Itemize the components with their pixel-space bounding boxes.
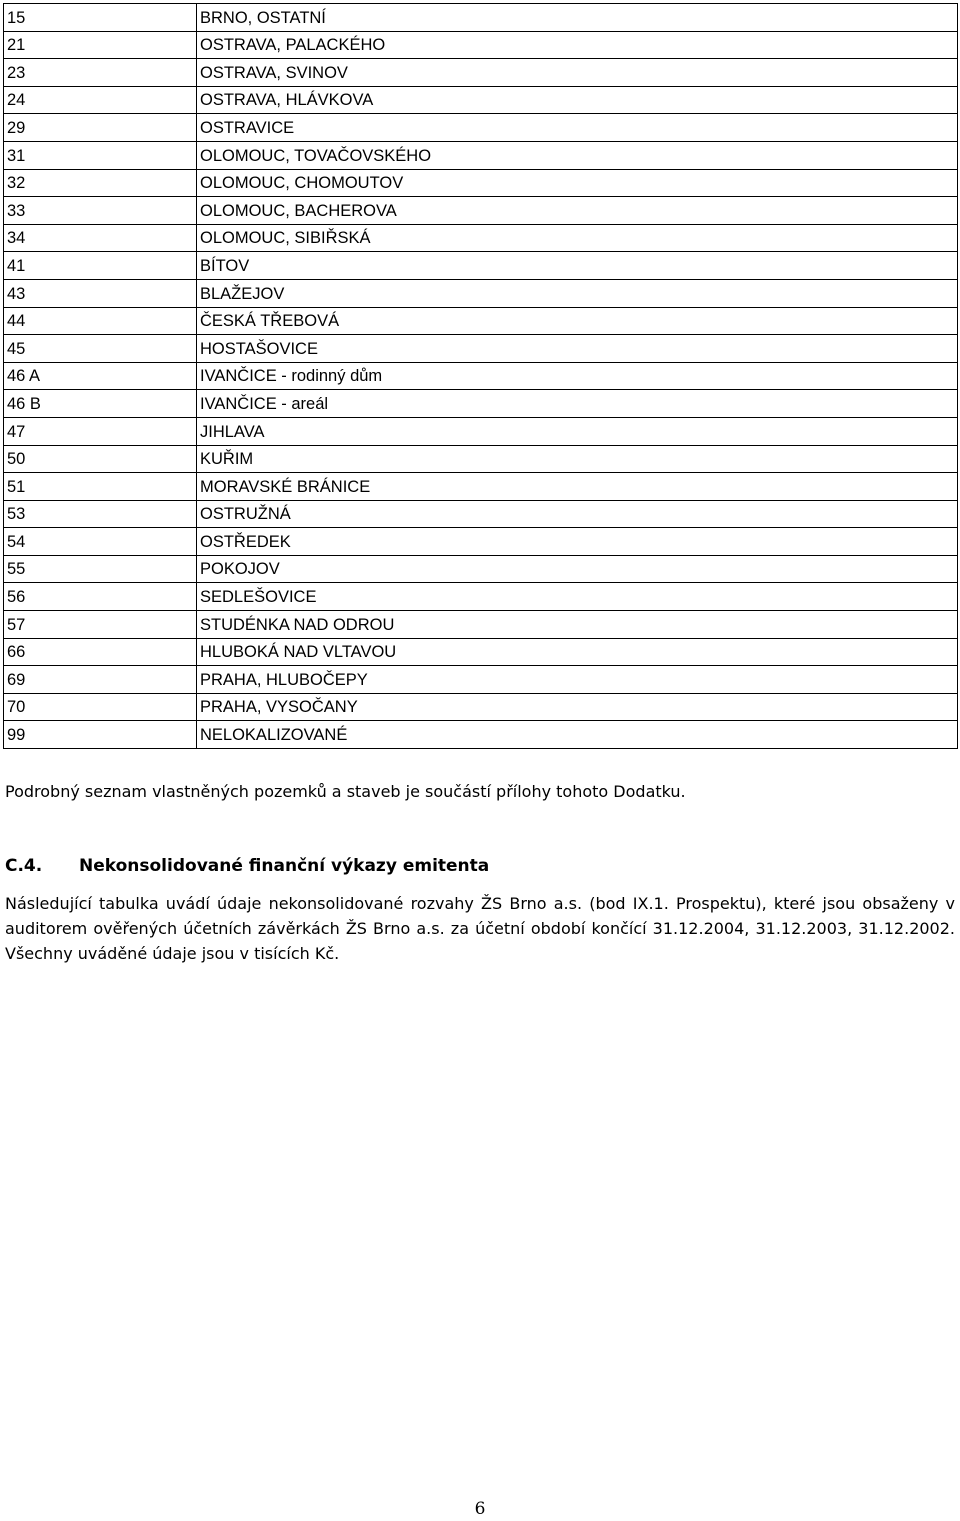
site-table — [3, 3, 958, 749]
table-row — [4, 417, 958, 445]
site-name-cell: PRAHA, HLUBOČEPY — [197, 666, 958, 694]
site-name-cell: IVANČICE - rodinný dům — [197, 362, 958, 390]
site-name-cell: STUDÉNKA NAD ODROU — [197, 611, 958, 639]
site-name-cell: JIHLAVA — [197, 417, 958, 445]
site-name-cell: BRNO, OSTATNÍ — [197, 4, 958, 32]
site-name-cell: NELOKALIZOVANÉ — [197, 721, 958, 749]
site-code-cell: 51 — [4, 473, 197, 501]
site-name-cell: OSTRAVA, PALACKÉHO — [197, 31, 958, 59]
site-code-cell: 45 — [4, 335, 197, 363]
section-number: C.4. — [5, 856, 43, 876]
table-row — [4, 141, 958, 169]
site-code-cell: 46 A — [4, 362, 197, 390]
table-row — [4, 279, 958, 307]
site-name-cell: ČESKÁ TŘEBOVÁ — [197, 307, 958, 335]
table-row — [4, 555, 958, 583]
site-name-cell: OLOMOUC, SIBIŘSKÁ — [197, 224, 958, 252]
site-code-cell: 43 — [4, 279, 197, 307]
site-code-cell: 54 — [4, 528, 197, 556]
site-name-cell: OLOMOUC, CHOMOUTOV — [197, 169, 958, 197]
site-name-cell: OLOMOUC, BACHEROVA — [197, 197, 958, 225]
site-name-cell: OSTRAVA, HLÁVKOVA — [197, 86, 958, 114]
table-row — [4, 473, 958, 501]
site-name-cell: POKOJOV — [197, 555, 958, 583]
site-name-cell: OLOMOUC, TOVAČOVSKÉHO — [197, 141, 958, 169]
site-code-cell: 47 — [4, 417, 197, 445]
site-table-body — [4, 4, 958, 749]
table-row — [4, 252, 958, 280]
intro-paragraph: Následující tabulka uvádí údaje nekonsolidované rozvahy ŽS Brno a.s. (bod IX.1. Prospektu), které jsou obsaženy v auditorem ověřených účetních závěrkách ŽS Brno a.s. za účetní období končící 31.12.2004, 31.12.2003, 31.12.2002. Všechny uváděné údaje jsou v tisících Kč. — [5, 894, 955, 963]
table-row — [4, 362, 958, 390]
site-code-cell: 23 — [4, 59, 197, 87]
site-code-cell: 66 — [4, 638, 197, 666]
table-row — [4, 4, 958, 32]
table-row — [4, 583, 958, 611]
site-name-cell: MORAVSKÉ BRÁNICE — [197, 473, 958, 501]
site-name-cell: OSTRUŽNÁ — [197, 500, 958, 528]
table-row — [4, 500, 958, 528]
site-name-cell: SEDLEŠOVICE — [197, 583, 958, 611]
site-name-cell: OSTRAVICE — [197, 114, 958, 142]
table-row — [4, 611, 958, 639]
site-code-cell: 15 — [4, 4, 197, 32]
site-code-cell: 31 — [4, 141, 197, 169]
site-name-cell: PRAHA, VYSOČANY — [197, 693, 958, 721]
table-row — [4, 390, 958, 418]
table-row — [4, 721, 958, 749]
table-row — [4, 114, 958, 142]
site-name-cell: OSTRAVA, SVINOV — [197, 59, 958, 87]
site-name-cell: BÍTOV — [197, 252, 958, 280]
site-code-cell: 55 — [4, 555, 197, 583]
table-row — [4, 445, 958, 473]
site-code-cell: 50 — [4, 445, 197, 473]
site-name-cell: IVANČICE - areál — [197, 390, 958, 418]
site-code-cell: 70 — [4, 693, 197, 721]
table-row — [4, 197, 958, 225]
site-name-cell: HLUBOKÁ NAD VLTAVOU — [197, 638, 958, 666]
site-code-cell: 41 — [4, 252, 197, 280]
table-row — [4, 59, 958, 87]
site-code-cell: 32 — [4, 169, 197, 197]
site-code-cell: 53 — [4, 500, 197, 528]
site-name-cell: BLAŽEJOV — [197, 279, 958, 307]
site-code-cell: 44 — [4, 307, 197, 335]
table-row — [4, 693, 958, 721]
table-row — [4, 86, 958, 114]
table-row — [4, 307, 958, 335]
page-number: 6 — [474, 1499, 486, 1519]
site-name-cell: KUŘIM — [197, 445, 958, 473]
site-code-cell: 46 B — [4, 390, 197, 418]
site-code-cell: 34 — [4, 224, 197, 252]
table-row — [4, 666, 958, 694]
site-code-cell: 24 — [4, 86, 197, 114]
table-row — [4, 224, 958, 252]
site-name-cell: OSTŘEDEK — [197, 528, 958, 556]
table-row — [4, 169, 958, 197]
section-heading — [5, 853, 489, 879]
site-code-cell: 56 — [4, 583, 197, 611]
attachment-note: Podrobný seznam vlastněných pozemků a staveb je součástí přílohy tohoto Dodatku. — [5, 782, 686, 801]
site-code-cell: 29 — [4, 114, 197, 142]
site-code-cell: 69 — [4, 666, 197, 694]
table-row — [4, 31, 958, 59]
table-row — [4, 335, 958, 363]
site-code-cell: 57 — [4, 611, 197, 639]
site-code-cell: 21 — [4, 31, 197, 59]
site-code-cell: 99 — [4, 721, 197, 749]
section-title: Nekonsolidované finanční výkazy emitenta — [79, 856, 490, 876]
site-code-cell: 33 — [4, 197, 197, 225]
site-name-cell: HOSTAŠOVICE — [197, 335, 958, 363]
table-row — [4, 638, 958, 666]
table-row — [4, 528, 958, 556]
